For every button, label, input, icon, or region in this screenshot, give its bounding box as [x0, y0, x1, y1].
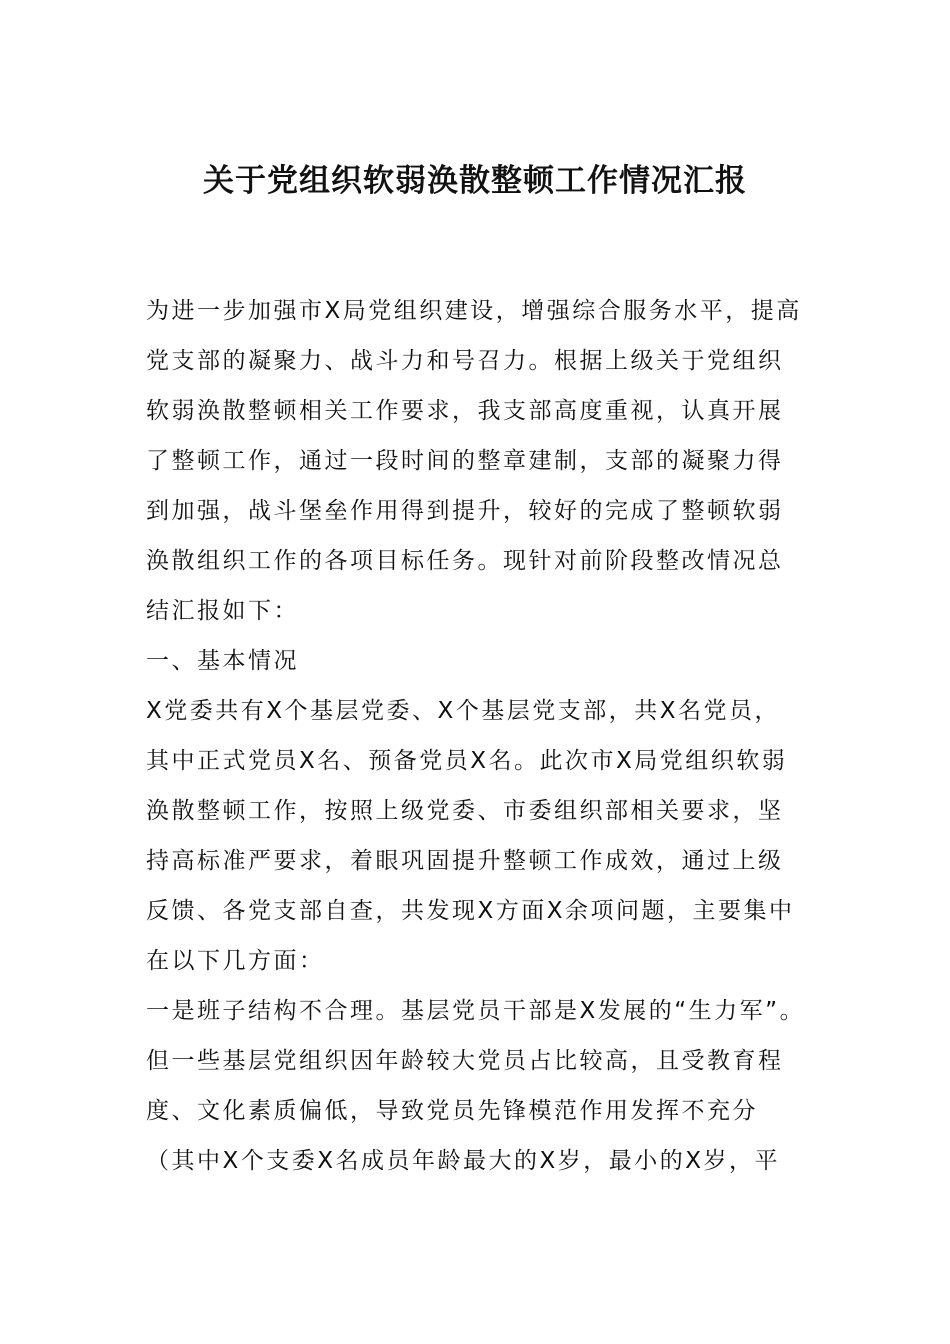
- body-line: X党委共有X个基层党委、X个基层党支部，共X名党员，: [146, 698, 781, 724]
- body-line: （其中X个支委X名成员年龄最大的X岁，最小的X岁，平: [146, 1148, 781, 1174]
- body-line: 度、文化素质偏低，导致党员先锋模范作用发挥不充分: [146, 1098, 758, 1124]
- body-line: 反馈、各党支部自查，共发现X方面X余项问题，主要集中: [146, 898, 795, 924]
- body-line: 其中正式党员X名、预备党员X名。此次市X局党组织软弱: [146, 748, 788, 774]
- document-body: [146, 286, 836, 1186]
- body-line: 涣散组织工作的各项目标任务。现针对前阶段整改情况总: [146, 548, 784, 574]
- body-line: 软弱涣散整顿相关工作要求，我支部高度重视，认真开展: [146, 398, 784, 424]
- body-line: 涣散整顿工作，按照上级党委、市委组织部相关要求，坚: [146, 798, 784, 824]
- body-line: 了整顿工作，通过一段时间的整章建制，支部的凝聚力得: [146, 448, 784, 474]
- section-heading: 一、基本情况: [146, 648, 299, 674]
- body-line: 到加强，战斗堡垒作用得到提升，较好的完成了整顿软弱: [146, 498, 784, 524]
- document-title: 关于党组织软弱涣散整顿工作情况汇报: [203, 163, 747, 199]
- body-line: 但一些基层党组织因年龄较大党员占比较高，且受教育程: [146, 1048, 784, 1074]
- body-line: 一是班子结构不合理。基层党员干部是X发展的“生力军”。: [146, 998, 806, 1024]
- body-line: 在以下几方面：: [146, 948, 325, 974]
- body-line: 为进一步加强市X局党组织建设，增强综合服务水平，提高: [146, 298, 802, 324]
- body-line: 结汇报如下：: [146, 598, 299, 624]
- body-line: 党支部的凝聚力、战斗力和号召力。根据上级关于党组织: [146, 348, 784, 374]
- body-line: 持高标准严要求，着眼巩固提升整顿工作成效，通过上级: [146, 848, 784, 874]
